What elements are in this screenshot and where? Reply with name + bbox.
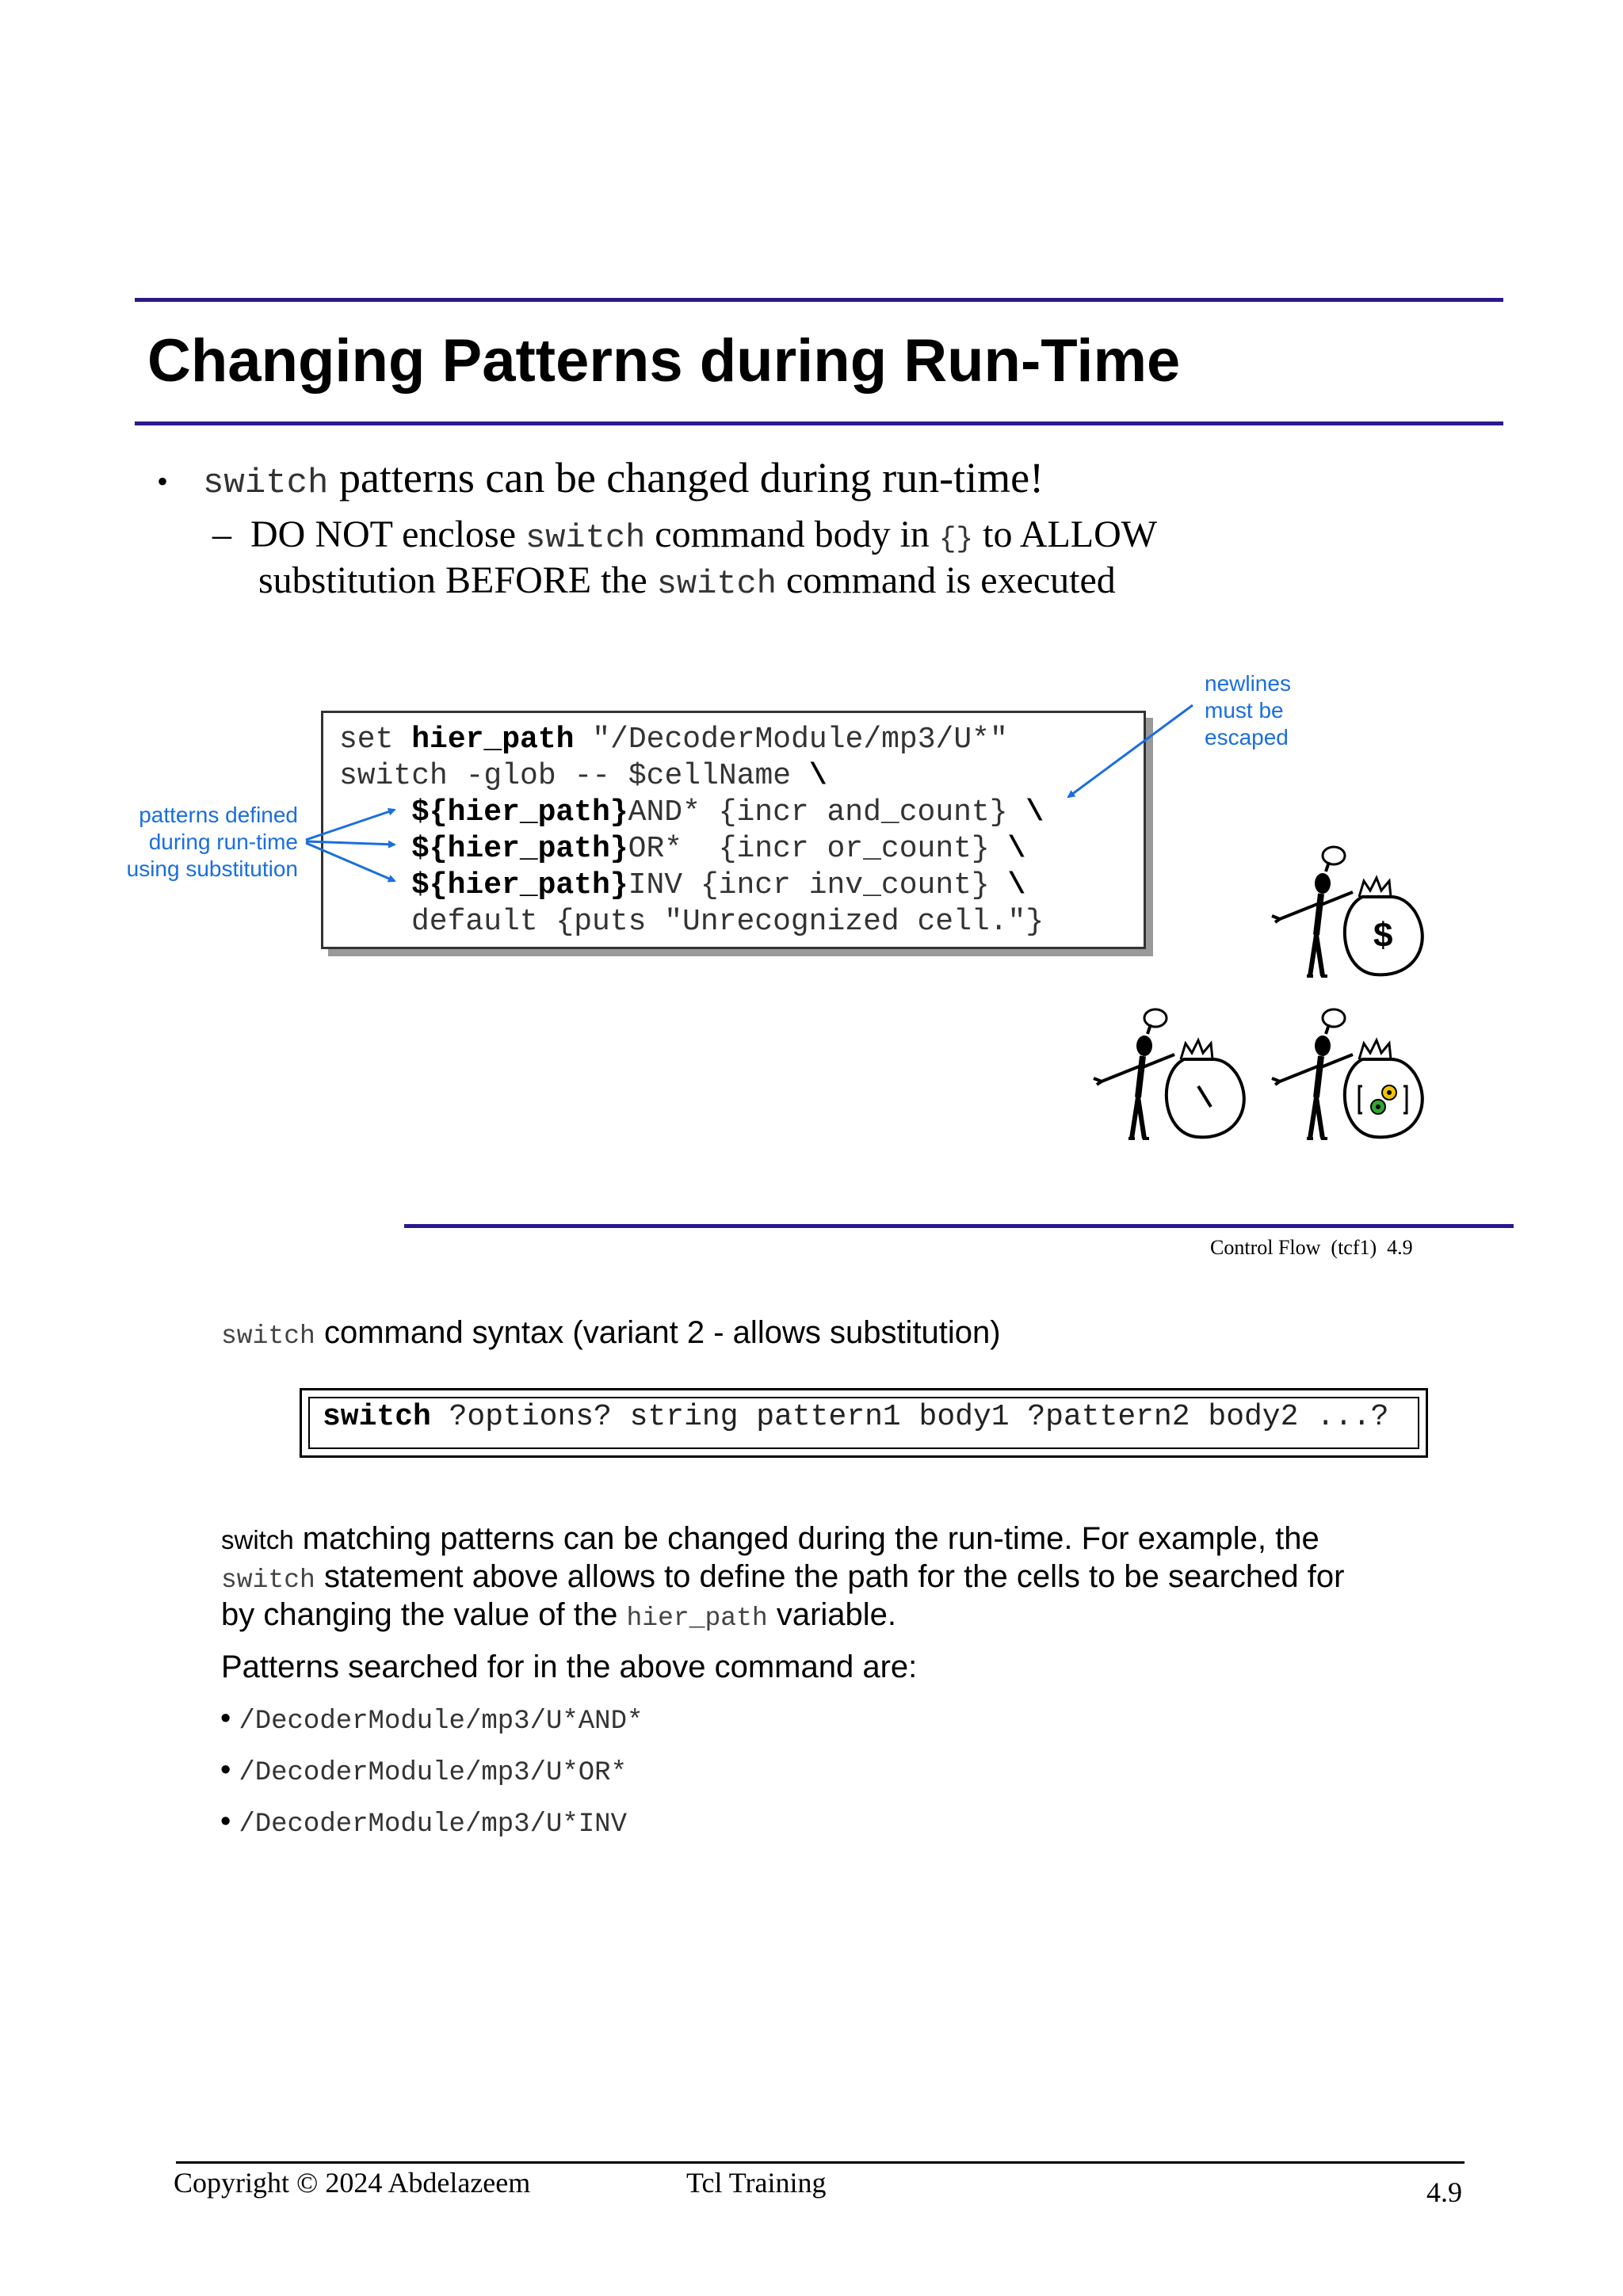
pattern-text: /DecoderModule/mp3/U*AND*	[239, 1707, 643, 1737]
notes-text: variable.	[767, 1597, 897, 1632]
arrow-line	[306, 810, 395, 840]
notes-text: statement above allows to define the path for the cells to be searched for	[315, 1559, 1345, 1594]
sub-bullet-text-c: to ALLOW	[973, 513, 1158, 555]
pattern-item-2	[220, 1753, 627, 1788]
code-token-bold: ${hier_path}	[411, 832, 628, 866]
annotation-right-line-3: escaped	[1205, 725, 1289, 749]
pattern-item-1	[220, 1702, 643, 1737]
slide-title: Changing Patterns during Run-Time	[147, 327, 1181, 395]
code-token: "/DecoderModule/mp3/U*"	[574, 723, 1008, 757]
page-footer-rule	[176, 2161, 1465, 2164]
notes-text: by changing the value of the	[221, 1597, 627, 1632]
annotation-left-line-1: patterns defined	[139, 803, 298, 827]
syntax-box	[300, 1388, 1428, 1458]
list-bullet: •	[220, 1702, 231, 1735]
annotation-left-line-3: using substitution	[126, 856, 298, 881]
pattern-text: /DecoderModule/mp3/U*OR*	[239, 1758, 627, 1788]
money-bag-backslash-icon	[1086, 1002, 1268, 1149]
syntax-args: ?options? string pattern1 body1 ?pattern2 body2 ...?	[430, 1400, 1389, 1434]
bullet-dot: •	[157, 463, 169, 499]
bullet-cmd: switch	[203, 463, 329, 503]
notes-para-2: Patterns searched for in the above command are:	[221, 1650, 918, 1684]
arrow-left-patterns	[306, 810, 395, 881]
code-token-bold: ${hier_path}	[411, 868, 628, 902]
annotation-left-line-2: during run-time	[148, 830, 298, 854]
slide-footer: Control Flow (tcf1) 4.9	[1210, 1236, 1413, 1259]
dollar-sign: $	[1373, 916, 1393, 955]
page-footer-course: Tcl Training	[686, 2167, 827, 2199]
notes-cmd: switch	[221, 1525, 294, 1554]
notes-para-1-line-3	[221, 1597, 896, 1633]
arrow-line	[306, 841, 395, 845]
pattern-text: /DecoderModule/mp3/U*INV	[239, 1810, 627, 1840]
sub-bullet-text-e: command is executed	[776, 559, 1116, 601]
sub-bullet-cmd: switch	[525, 519, 646, 557]
pattern-item-3	[220, 1805, 627, 1840]
code-token: set	[339, 723, 412, 757]
code-token: default {puts "Unrecognized cell."}	[411, 905, 1044, 939]
annotation-right-line-2: must be	[1205, 698, 1284, 723]
notes-var-mono: hier_path	[626, 1604, 768, 1633]
sub-bullet-text-a: DO NOT enclose	[250, 513, 526, 555]
page-footer-copyright: Copyright © 2024 Abdelazeem	[174, 2167, 531, 2199]
code-token-bold: \	[1007, 832, 1026, 866]
annotation-right-line-1: newlines	[1205, 671, 1291, 696]
notes-para-1-line-1	[221, 1521, 1319, 1557]
syntax-line	[323, 1400, 1388, 1434]
sub-bullet-cmd-2: switch	[656, 565, 777, 603]
notes-text: matching patterns can be changed during the run-time. For example, the	[293, 1521, 1319, 1556]
list-bullet: •	[220, 1805, 231, 1838]
code-token-bold: ${hier_path}	[411, 795, 628, 830]
code-token: switch -glob -- $cellName	[339, 759, 809, 793]
syntax-keyword: switch	[323, 1400, 431, 1434]
code-token-bold: \	[1007, 868, 1026, 902]
sub-bullet-text-d: substitution BEFORE the	[258, 559, 657, 601]
code-token-bold: \	[808, 759, 827, 793]
money-bag-dollar-icon	[1264, 840, 1446, 986]
notes-heading	[221, 1315, 1001, 1351]
slide-bottom-rule	[404, 1224, 1514, 1228]
money-bag-gears-icon	[1264, 1002, 1446, 1149]
code-token: OR* {incr or_count}	[628, 832, 1008, 866]
sub-bullet-dash: –	[212, 513, 231, 555]
code-token-bold: hier_path	[411, 723, 575, 757]
code-token: INV {incr inv_count}	[628, 868, 1008, 902]
sub-bullet-braces: {}	[938, 523, 974, 555]
arrow-right-escaped	[1068, 705, 1193, 797]
code-token: AND* {incr and_count}	[628, 795, 1026, 830]
notes-para-1-line-2	[221, 1559, 1344, 1595]
page-footer-page-number: 4.9	[1426, 2176, 1462, 2208]
arrow-line	[1068, 705, 1193, 797]
arrow-line	[306, 843, 395, 881]
notes-heading-cmd: switch	[221, 1322, 315, 1351]
bullet-text: patterns can be changed during run-time!	[328, 454, 1044, 502]
notes-cmd-mono: switch	[221, 1566, 315, 1595]
code-token-bold: \	[1025, 795, 1044, 830]
sub-bullet-text-b: command body in	[645, 513, 939, 555]
notes-heading-text: command syntax (variant 2 - allows substitution)	[315, 1315, 1001, 1350]
list-bullet: •	[220, 1753, 231, 1787]
